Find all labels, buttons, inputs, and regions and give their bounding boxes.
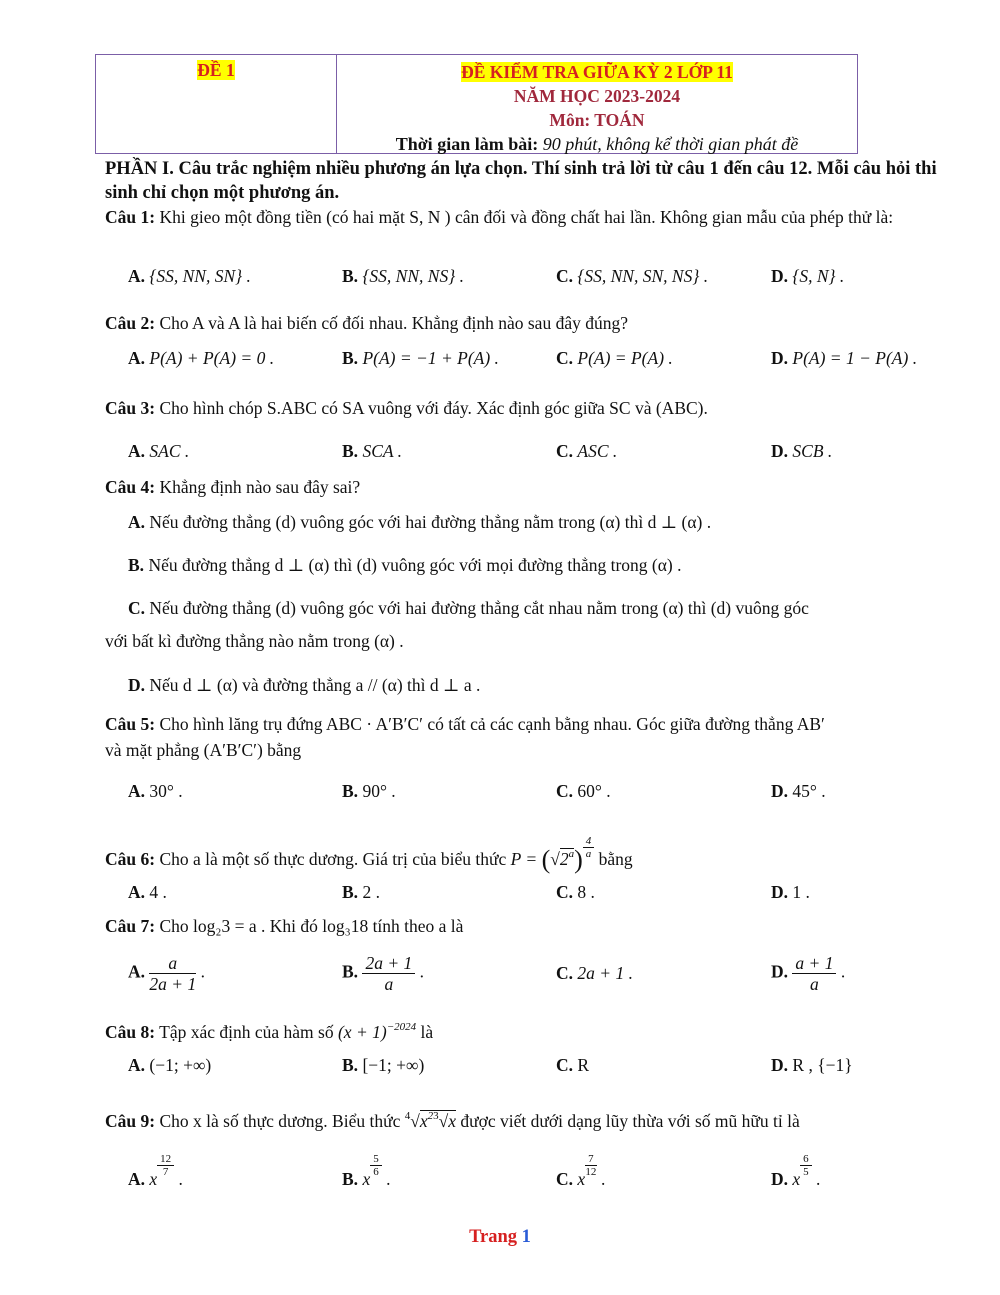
- exam-header-table: [95, 54, 858, 154]
- option-d[interactable]: D. x $\frac{6}{5}$ .: [771, 1153, 821, 1189]
- question-text-end: là: [420, 1022, 434, 1042]
- option-a[interactable]: A. SAC .: [128, 441, 190, 461]
- exam-title: ĐỀ KIỂM TRA GIỮA KỲ 2 LỚP 11: [461, 62, 733, 82]
- option-d[interactable]: D. 1 .: [771, 882, 810, 902]
- option-c[interactable]: C. 2a + 1 .: [556, 963, 633, 983]
- option-b[interactable]: B. [−1; +∞): [342, 1055, 425, 1075]
- question-text: Cho log₂3 = a . Khi đó log₃18 tính theo a là: [159, 916, 464, 936]
- question-6-options: [128, 882, 958, 912]
- question-text: Khẳng định nào sau đây sai?: [159, 477, 361, 497]
- question-text-end: bằng: [598, 849, 633, 869]
- duration-value: 90 phút, không kể thời gian phát đề: [542, 134, 799, 154]
- question-text: Cho hình chóp S.ABC có SA vuông với đáy. Xác định góc giữa SC và (ABC).: [159, 398, 708, 418]
- option-d[interactable]: D. 45° .: [771, 781, 826, 801]
- option-a[interactable]: A. {SS, NN, SN} .: [128, 266, 251, 286]
- option-a[interactable]: A. P(A) + P(A) = 0 .: [128, 348, 275, 368]
- subject: Môn: TOÁN: [549, 110, 645, 130]
- question-6: [105, 835, 955, 872]
- question-2-options: [128, 348, 958, 378]
- question-5-options: [128, 781, 958, 811]
- duration-line: [337, 132, 857, 156]
- question-label: Câu 6:: [105, 849, 156, 869]
- question-9-options: [128, 1145, 958, 1189]
- option-c[interactable]: C. {SS, NN, SN, NS} .: [556, 266, 709, 286]
- option-b[interactable]: B. 90° .: [342, 781, 396, 801]
- formula-function: $(x + 1)^{-2024}$: [337, 1021, 417, 1042]
- question-3: [105, 396, 955, 420]
- question-label: Câu 8:: [105, 1022, 156, 1042]
- question-7-options: [128, 953, 958, 1003]
- exam-info-cell: [337, 55, 857, 153]
- option-b[interactable]: B. {SS, NN, NS} .: [342, 266, 464, 286]
- question-label: Câu 5:: [105, 714, 156, 734]
- option-c[interactable]: C. ASC .: [556, 441, 618, 461]
- option-d[interactable]: D. $\frac{a + 1}{a}$ .: [771, 953, 846, 994]
- question-5-line-2: và mặt phẳng (A′B′C′) bằng: [105, 740, 302, 760]
- option-d[interactable]: D. P(A) = 1 − P(A) .: [771, 348, 918, 368]
- question-8: [105, 1015, 955, 1044]
- formula-p: $P = (√2^a)$ $\frac{4}{a}$: [511, 849, 599, 869]
- statement-b[interactable]: B. Nếu đường thẳng d ⊥ (α) thì (d) vuông góc với mọi đường thẳng trong (α) .: [128, 555, 682, 575]
- question-2: [105, 311, 955, 335]
- option-b[interactable]: B. SCA .: [342, 441, 402, 461]
- option-b[interactable]: B. $\frac{2a + 1}{a}$ .: [342, 953, 424, 994]
- option-c[interactable]: C. x $\frac{7}{12}$ .: [556, 1153, 606, 1189]
- statement-c[interactable]: C. Nếu đường thẳng (d) vuông góc với hai đường thẳng cắt nhau nằm trong (α) thì (d) vuông góc: [128, 598, 809, 618]
- question-label: Câu 9:: [105, 1111, 156, 1131]
- statement-c-continued: với bất kì đường thẳng nào nằm trong (α) .: [105, 631, 404, 651]
- question-1: [105, 205, 955, 229]
- option-b[interactable]: B. x $\frac{5}{6}$ .: [342, 1153, 391, 1189]
- question-label: Câu 2:: [105, 313, 156, 333]
- question-1-options: [128, 266, 958, 296]
- footer-page-word: Trang: [469, 1227, 518, 1247]
- statement-d[interactable]: D. Nếu d ⊥ (α) và đường thẳng a // (α) thì d ⊥ a .: [128, 675, 481, 695]
- option-a[interactable]: A. $\frac{a}{2a + 1}$ .: [128, 953, 205, 994]
- question-8-options: [128, 1055, 958, 1085]
- page-footer: [0, 1227, 1000, 1248]
- option-c[interactable]: C. P(A) = P(A) .: [556, 348, 673, 368]
- question-text: Khi gieo một đồng tiền (có hai mặt S, N ) cân đối và đồng chất hai lần. Không gian mẫu của phép thử là:: [159, 207, 894, 227]
- question-4: [105, 475, 955, 499]
- option-a[interactable]: A. 30° .: [128, 781, 183, 801]
- option-c[interactable]: C. 8 .: [556, 882, 595, 902]
- option-a[interactable]: A. 4 .: [128, 882, 167, 902]
- part-heading: PHẦN I. Câu trắc nghiệm nhiều phương án lựa chọn. Thí sinh trả lời từ câu 1 đến câu 12. Mỗi câu hỏi thi sinh chỉ chọn một phương án.: [105, 159, 937, 203]
- question-text: Cho A và A là hai biến cố đối nhau. Khẳng định nào sau đây đúng?: [159, 313, 628, 333]
- question-text-end: được viết dưới dạng lũy thừa với số mũ hữu tỉ là: [460, 1111, 800, 1131]
- option-c[interactable]: C. R: [556, 1055, 590, 1075]
- option-c[interactable]: C. 60° .: [556, 781, 611, 801]
- option-b[interactable]: B. 2 .: [342, 882, 380, 902]
- question-label: Câu 1:: [105, 207, 156, 227]
- option-a[interactable]: A. (−1; +∞): [128, 1055, 212, 1075]
- question-label: Câu 4:: [105, 477, 156, 497]
- exam-code: ĐỀ 1: [197, 60, 235, 80]
- option-d[interactable]: D. R , {−1}: [771, 1055, 853, 1075]
- exam-code-cell: [96, 55, 337, 153]
- option-a[interactable]: A. x $\frac{12}{7}$ .: [128, 1153, 183, 1189]
- question-7: [105, 914, 955, 938]
- footer-page-number: 1: [521, 1227, 531, 1247]
- school-year: NĂM HỌC 2023-2024: [513, 86, 681, 106]
- statement-a[interactable]: A. Nếu đường thẳng (d) vuông góc với hai đường thẳng nằm trong (α) thì d ⊥ (α) .: [128, 512, 712, 532]
- option-d[interactable]: D. SCB .: [771, 441, 833, 461]
- question-label: Câu 3:: [105, 398, 156, 418]
- question-text: Cho x là số thực dương. Biểu thức: [159, 1111, 401, 1131]
- question-5: [105, 712, 955, 736]
- question-text: Cho hình lăng trụ đứng ABC · A′B′C′ có tất cả các cạnh bằng nhau. Góc giữa đường thẳng AB′: [159, 714, 825, 734]
- option-b[interactable]: B. P(A) = −1 + P(A) .: [342, 348, 499, 368]
- question-9: [105, 1104, 955, 1133]
- question-text: Cho a là một số thực dương. Giá trị của biểu thức: [159, 849, 507, 869]
- duration-label: Thời gian làm bài:: [395, 134, 539, 154]
- question-3-options: [128, 441, 958, 471]
- question-label: Câu 7:: [105, 916, 156, 936]
- question-text: Tập xác định của hàm số: [159, 1022, 334, 1042]
- option-d[interactable]: D. {S, N} .: [771, 266, 845, 286]
- formula-radical: $^4√x^{23}√x$: [404, 1110, 456, 1131]
